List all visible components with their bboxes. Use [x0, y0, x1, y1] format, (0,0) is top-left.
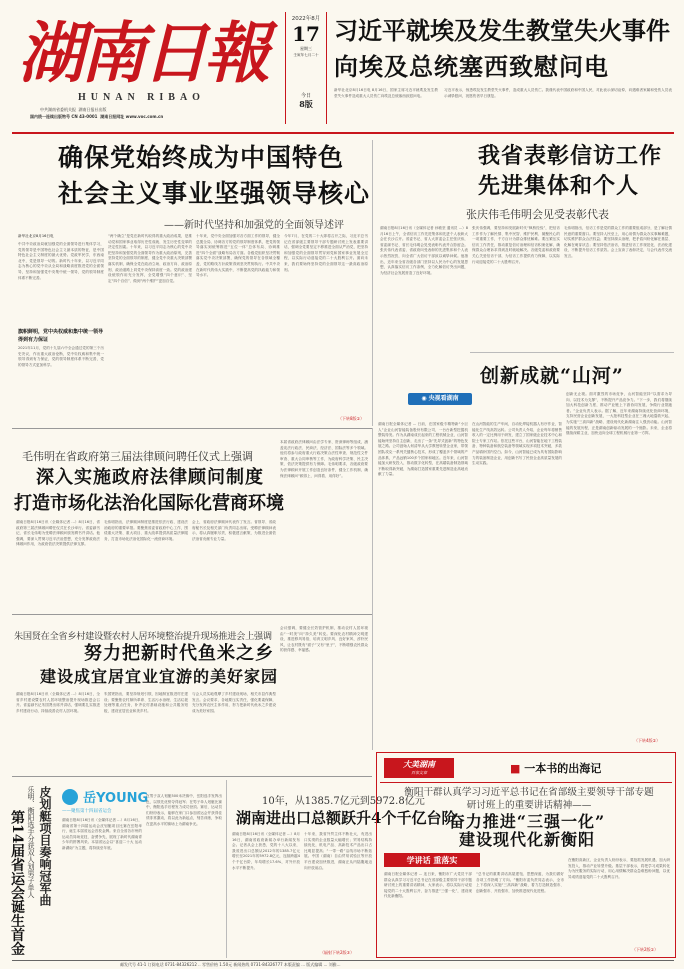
story4-more: （下转4版②）: [634, 738, 661, 743]
story7-kicker: 10年，从1385.7亿元到5972.8亿元: [262, 796, 425, 807]
story4-headline: 创新成就“山河”: [480, 365, 624, 387]
story5-headline-1: 努力把新时代鱼米之乡: [84, 643, 274, 664]
story6-logo: 岳YOUNG ——聚焦第十四届省运会: [62, 786, 152, 816]
story3-headline-2: 打造市场化法治化国际化营商环境: [14, 493, 284, 514]
story7-more: （辐射下转2版③）: [320, 950, 355, 955]
story3-body-col3: 会上，省政府法律顾问代表作了发言。省领导、省政府秘书长及相关部门负责同志出席。受聘法律顾问表示，将认真履职尽责，积极建言献策，为推进全面依法治省贡献专业力量。: [192, 520, 276, 541]
issue-date: [288, 14, 324, 110]
story1-body-col1b: 2021年11月，党的十九届六中全会通过党的第三个历史决议，作出重大政治论断，党中央权威和集中统一领导得到有力保证，党的领导制度体系不断完善，党的领导方式更加科学。: [18, 346, 104, 367]
story4-body-col1: 湖南日报全媒体记者 ... 日前，在国家级专精特新“小巨人”企业山河智能装备股份有限公司，一台台新型挖掘机整装待发。作为从湖南成长起来的工程机械企业，山河智能始终坚持自主创新，走出了一条“先导式创新”的特色发展之路。公司创始人何清华从大学教授转型企业家，带领团队攻克一系列关键核心技术，形成了覆盖多个领域的产品体系，产品远销100多个国家和地区。近年来，山河智能加大研发投入，推动数字化转型，在高端装备制造领域不断取得新突破，为湖南打造国家重要先进制造业高地贡献了力量。: [378, 422, 468, 477]
yueyoung-logo-icon: [62, 789, 78, 805]
story6-vertical-sub: 乐明、衡阳选手分获双人划男子单人: [27, 786, 35, 898]
story1-body-col2: “两个确立”是党在新时代取得的重大政治成果，是推动党和国家事业取得历史性成就、发生历史性变革的决定性因素。十年来，以习近平同志为核心的党中央把坚持和加强党的全面领导作为重大政治原则，完善坚持党的全面领导的制度，健全党中央重大决策部署落实机制，确保全党在政治立场、政治方向、政治原则、政治道路上同党中央保持高度一致。党的政治建设统领作用充分发挥，全党增强“四个意识”、坚定“四个自信”、做到“两个维护”更加自觉。: [108, 234, 192, 283]
column-logo: 大美湖南 百家文章: [384, 758, 454, 778]
story2-body-col1: 湖南日报8月16日讯（全媒体记者 孙敏坚 通讯员 ...）8月16日上午，全省信访工作先进集体和先进个人表彰大会在长沙召开。省委书记、省人大常委会主任张庆伟，省委副书记、省长毛伟明会见受表彰代表并合影留念。张庆伟代表省委、省政府向受表彰的先进集体和个人表示热烈祝贺，向全省广大信访干部致以诚挚问候。他指出，近年来全省各级各部门坚持以人民为中心的发展思想，认真落实信访工作条例，全力化解信访突出问题，为经济社会发展营造了良好环境。: [380, 226, 468, 275]
story1-source: 新华社北京8月16日电: [18, 234, 54, 238]
story1-body-col1: 中共中央政治局就加强党的全面领导进行集体学习，党的领导是中国特色社会主义最本质的特征，是中国特色社会主义制度的最大优势。党政军民学，东西南北中，党是领导一切的。新时代十年来，以习近平同志为核心的党中央从全局和战略高度推进党的全面领导，坚持和加强党中央集中统一领导，党的领导制度体系不断完善。: [18, 242, 104, 280]
story2-body-col3: 毛伟明指出，信访工作是党的群众工作的重要组成部分，是了解社情民意的重要窗口。要坚持人民至上，用心用情为群众办实事解难题，切实维护群众合法权益；要坚持源头治理，把矛盾纠纷化解在基层、化解在萌芽状态；要坚持依法治访，推进信访工作规范化、法治化建设，不断提升信访工作质效。会上宣读了表彰决定，与会代表作交流发言。: [564, 226, 672, 258]
story1-headline-2: 社会主义事业坚强领导核心: [58, 179, 371, 208]
story5-body-col4: 会议强调，要健全长效管护机制，推动农村人居环境由“一时美”向“持久美”转变。要深化农村精神文明建设，推进移风易俗，培育文明乡风、良好家风、淳朴民风，让农村既有“面子”又有“里子”，不断增强农民群众的获得感、幸福感。: [280, 626, 368, 653]
box-body-col1: 湖南日报全媒体记者 ... 连日来，衡阳市广大党员干部群众认真学习习近平总书记在省部级主要领导干部专题研讨班上的重要讲话精神，大家表示，将以实际行动迎接党的二十大胜利召开，奋力推进“三强一化”，建设现代化新衡阳。: [384, 872, 472, 899]
story7-body-col1: 湖南日报8月16日讯（全媒体记者 ...）8月16日，湖南省政府新闻办举行新闻发布会。记者从会上获悉，党的十八大以来，我省进出口总额从2012年的1385.7亿元增长至2021年的5972.8亿元，连续跨越4个千亿台阶，年均增长17.6%，对外开放水平不断提升。: [232, 832, 300, 870]
story1-body-col4: 今年7月，在党的二十大即将召开之际，习近平总书记在省部级主要领导干部专题研讨班上发表重要讲话，强调全党要坚定不移推进全面从严治党，把坚持和加强党的全面领导贯穿到党和国家事业发展全过程，以实际行动迎接党的二十大胜利召开。面向未来，我们要始终坚持党的全面领导这一最高政治原则。: [284, 234, 368, 272]
lead-headline-2: 向埃及总统塞西致慰问电: [334, 52, 609, 81]
masthead-pinyin: HUNAN RIBAO: [78, 92, 205, 103]
box-more: （下转2版①）: [632, 947, 659, 952]
story1-headline-1: 确保党始终成为中国特色: [58, 143, 345, 172]
box-tag: 学讲话 重落实: [384, 853, 480, 867]
book-icon: ■: [510, 762, 521, 775]
story1-body-col3: 十年来，党中央全面加强对各方面工作的领导，健全总揽全局、协调各方的党的领导制度体系，把党的领导落实到统筹推进“五位一体”总体布局、协调推进“四个全面”战略布局各方面。各级党组织坚决贯彻落实党中央决策部署，确保党的领导在各领域全覆盖，党的路线方针政策得到坚决贯彻执行。中共中央在新时代的伟大实践中，不断提高党的执政能力和领导水平。: [196, 234, 280, 278]
lead-body-1: 新华社北京8月16日电 8月16日，国家主席习近平就埃及发生教堂失火事件造成重大人员伤亡向埃及总统塞西致慰问电。: [334, 88, 438, 98]
box-headline-2: 建设现代化新衡阳: [458, 830, 595, 849]
story4-body-col2: 在山河智能的生产车间，自动化焊接机器人有序作业，智能化生产线高效运转。公司负责人介绍，企业每年将销售收入的一定比例用于研发，建立了国家级企业技术中心和院士专家工作站。依托这些平台，山河智能在地下工程装备、特种装备和航空装备等领域实现多项技术突破，多款产品填补国内空白。如今，山河智能已成为具有国际影响力的装备制造企业，用创新书写了民营企业高质量发展的生动实践。: [472, 422, 562, 466]
story2-subhead: 张庆伟毛伟明会见受表彰代表: [466, 208, 609, 221]
footer-info: 邮发代号 41-1 订阅电话 0731-84326212 .. 零售价格 1.50元 新闻热线 0731-84326777 本版责编 ... 版式编辑 ... 刘雅...: [120, 962, 341, 967]
story1-inner-subtitle: 旗帜鲜明，党中央权威和集中统一领导得到有力保证: [18, 329, 104, 343]
page-count: 8版: [299, 99, 313, 109]
story7-headline: 湖南进出口总额跃升4个千亿台阶: [236, 809, 457, 827]
story1-subhead: ——新时代坚持和加强党的全面领导述评: [164, 220, 344, 231]
masthead-publisher: 中共湖南省委机关报 湖南日报社出版: [40, 107, 107, 112]
story1-more: （下转8版①）: [338, 416, 365, 421]
today-label: 今日: [300, 93, 311, 99]
issue-lunar: 壬寅年七月二十: [293, 53, 319, 57]
issue-day: 17: [292, 22, 320, 46]
story3-kicker: 毛伟明在省政府第三届法律顾问聘任仪式上强调: [22, 450, 253, 463]
story6-logo-sub: ——聚焦第十四届省运会: [62, 809, 112, 814]
story5-body-col2: 朱国贤指出，要坚持规划引领，因地制宜推进村庄建设；要聚焦农村厕所革命、生活污水治理、生活垃圾处理等重点任务，补齐农村基础设施和公共服务短板，建设宜居宜业和美乡村。: [104, 692, 188, 713]
story6-body-col1: 湖南日报8月16日讯（全媒体记者 ...）8月16日，湖南省第十四届运动会皮划艇项目比赛在岳阳举行，诞生本届省运会首枚金牌。来自全省各市州的运动员同场竞技，奋勇争先，展现了新时代湖南青少年的拼搏风采。本届省运会以“喜迎二十大 运动新湖南”为主题，将持续至年底。: [62, 818, 142, 850]
story3-body-col1: 湖南日报8月16日讯（全媒体记者 ...）8月16日，省政府第三届法律顾问聘任仪式在长沙举行。省委副书记、省长毛伟明为受聘法律顾问颁发聘书并讲话。他强调，要深入贯彻习近平法治思想，充分发挥政府法律顾问作用，为政府依法决策提供法律支撑。: [16, 520, 100, 547]
box-book-title: ■ 一本书的出海记: [510, 762, 602, 775]
cctv-icon: ◉: [421, 395, 427, 402]
lead-body-2: 习近平表示，惊悉埃及发生教堂失火事件，造成重大人员伤亡。我谨代表中国政府和中国人民，对此表示深切哀悼，向遇难者家属和受伤人员表示诚挚慰问，祝愿伤者早日康复。: [444, 88, 672, 98]
story2-body-col2: 张庆伟强调，要坚持和发展新时代“枫桥经验”，把信访工作作为了解民情、集中民智、维护民利、凝聚民心的一项重要工作，千方百计为群众排忧解难。要压紧压实信访工作责任，推动重复信访治理和信访积案化解，确保群众合理诉求得到及时就地解决。各级党委和政府要关心关爱信访干部，为信访工作提供有力保障，以实际行动迎接党的二十大胜利召开。: [472, 226, 560, 264]
lead-headline-1: 习近平就埃及发生教堂失火事件: [334, 16, 670, 45]
issue-weekday: 星期三: [300, 46, 312, 51]
box-body-col3: 在衡阳高新区，企业负责人纷纷表示，要抢抓发展机遇，加大研发投入，推动产业转型升级。基层干部表示，将把学习成果转化为为民服务的实际行动，用心用情解决群众急难愁盼问题，以优异成绩迎接党的二十大胜利召开。: [568, 858, 670, 879]
story3-body-col4: 本届省政府法律顾问由法学专家、资深律师等组成，涵盖宪法行政法、民商法、经济法、国际法等多个领域。他们将参与政府重大行政决策合法性审查、规范性文件审查、重大合同审核等工作，为政府科学决策、民主决策、依法决策提供有力保障。毛伟明要求，各级政府要为法律顾问开展工作创造良好条件，健全工作机制，确保法律顾问“顾得上、问得着、用得好”。: [280, 440, 368, 478]
box-body-col2: “总书记的重要讲话高屋建瓴、思想深邃，为我们做好各项工作指明了方向。”衡阳市委负责同志表示，全市上下将深入实施“三高四新”战略，着力打造制造强市、创新强市、开放强市，加快推进现代化进程。: [476, 872, 564, 893]
story4-logo: ◉ 央视看湖南: [408, 393, 472, 405]
story5-headline-2: 建设成宜居宜业宜游的美好家园: [40, 667, 279, 686]
story5-kicker: 朱国贤在全省乡村建设暨农村人居环境整治提升现场推进会上强调: [14, 631, 272, 642]
story4-body-col3: 创新无止境。面对激烈的市场竞争，山河智能坚持“以需求为导向、以技术为支撑”，不断提升产品竞争力。“下一步，我们将继续加大科技创新力度，推动产业链上下游协同发展，争做行业领跑者。”企业负责人表示。据了解，近年来湖南持续优化营商环境，支持民营企业创新发展，一大批科技型企业在三湘大地蓬勃兴起，为实施“三高四新”战略、建设现代化新湖南注入强劲动能。山河智能的发展历程，正是湖南创新驱动发展的一个缩影。未来，企业将继续深耕主业，加快迈向全球工程机械行业第一方阵。: [566, 392, 672, 436]
story5-body-col3: 与会人员实地观摩了乡村建设现场，相关市县作典型发言。会议要求，各地要压实责任，强化要素保障，充分发挥农民主体作用，努力把新时代鱼米之乡建设成为美好家园。: [192, 692, 276, 713]
story6-vertical-head: 第14届省运会诞生首金: [9, 810, 25, 956]
issue-year-month: 2022年8月: [291, 16, 321, 22]
story2-headline-2: 先进集体和个人: [478, 173, 640, 199]
story7-body-col2: 十年来，我省外贸主体不断壮大，有进出口实绩的企业数量大幅增长；贸易结构持续优化，机电产品、高新技术产品出口占比明显提高；“一带一路”沿线市场不断拓展。中国（湖南）自由贸易试验区等开放平台建设加快推进，湖南正从内陆腹地迈向开放前沿。: [304, 832, 372, 870]
story5-body-col1: 湖南日报8月16日讯（全媒体记者 ...）8月16日，全省乡村建设暨农村人居环境整治提升现场推进会召开。省委副书记朱国贤出席并讲话，强调要扎实推进乡村建设行动，持续改善农村人居环境。: [16, 692, 100, 713]
story3-body-col2: 毛伟明指出，法律顾问制度是推进依法行政、建设法治政府的重要举措。要聚焦省委省政府中心工作，围绕重大决策、重大项目、重大改革提供高质量法律服务，打造市场化法治化国际化一流营商环境。: [104, 520, 188, 541]
box-headline-kicker: 衡阳干群认真学习习近平总书记在省部级主要领导干部专题研讨班上的重要讲话精神——: [404, 787, 654, 811]
story6-vertical-kicker: 皮划艇项目奏响冠军曲: [38, 786, 52, 906]
story2-headline-1: 我省表彰信访工作: [478, 143, 663, 169]
story3-headline-1: 深入实施政府法律顾问制度: [36, 467, 264, 488]
masthead-serial: 国内统一连续出版物号 CN 43-0001 湖南日报网址 www.voc.com.cn: [30, 114, 164, 119]
story6-body-col2: 在男子双人划艇500米决赛中，岳阳选手发挥出色，以领先优势夺得冠军；在男子单人划艇比赛中，衡阳选手后程发力成功登顶。赛后，运动员们纷纷表示，能够在家门口参加省运会并获得佳绩非常激动，将以此为新起点，刻苦训练，争取在更高水平的赛场上为湖南争光。: [146, 794, 222, 826]
masthead-title: 湖南日報: [18, 14, 266, 92]
box-headline: 奋力推进“三强一化”: [448, 812, 606, 831]
